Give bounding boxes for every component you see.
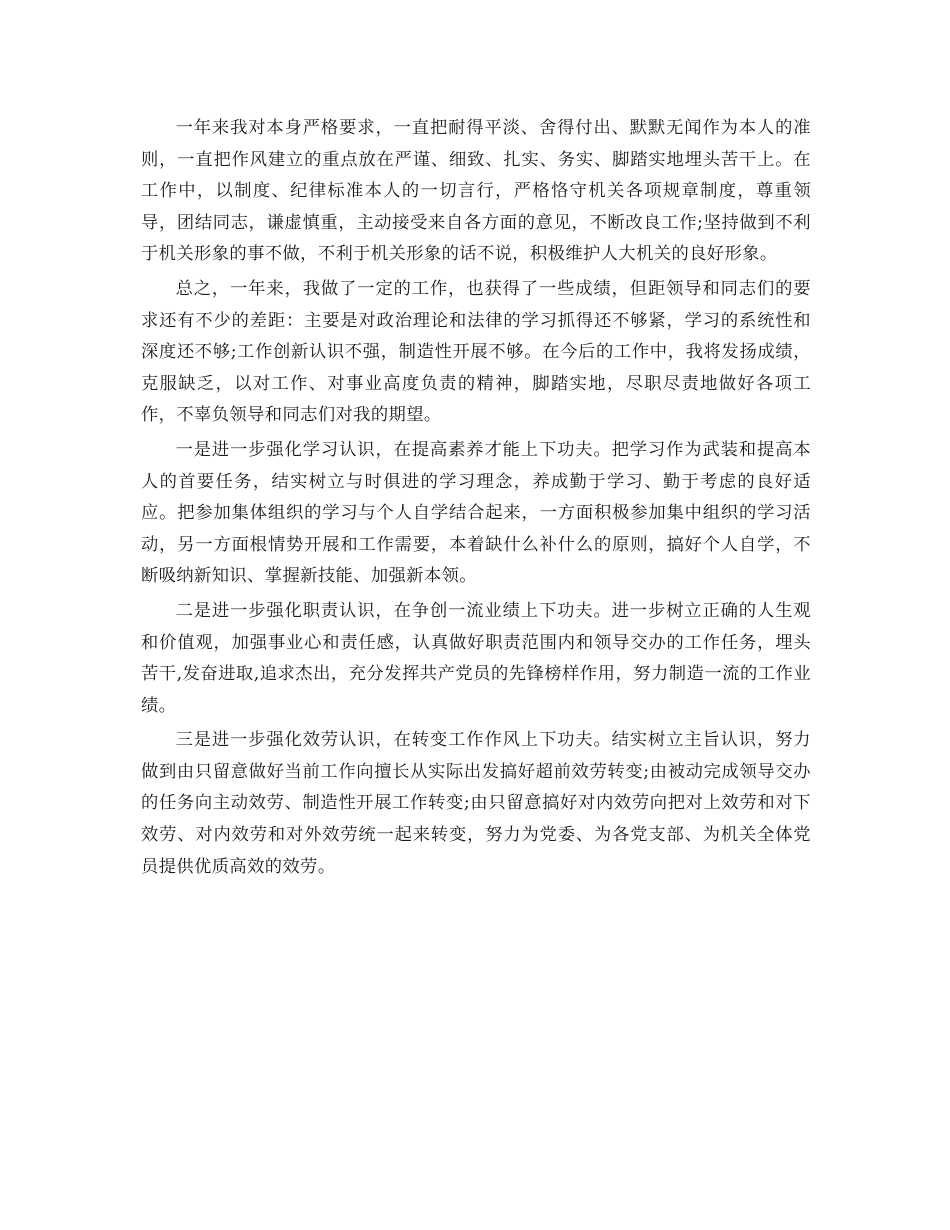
paragraph-self-discipline: 一年来我对本身严格要求，一直把耐得平淡、舍得付出、默默无闻作为本人的准则，一直把作风建立的重点放在严谨、细致、扎实、务实、脚踏实地埋头苦干上。在工作中，以制度、纪律标准本人的一切言行，严格恪守机关各项规章制度，尊重领导，团结同志，谦虚慎重，主动接受来自各方面的意见，不断改良工作;坚持做到不利于机关形象的事不做，不利于机关形象的话不说，积极维护人大机关的良好形象。: [141, 118, 811, 265]
paragraph-responsibility: 二是进一步强化职责认识，在争创一流业绩上下功夫。进一步树立正确的人生观和价值观，加强事业心和责任感，认真做好职责范围内和领导交办的工作任务，埋头苦干,发奋进取,追求杰出，充分发挥共产党员的先锋榜样作用，努力制造一流的工作业绩。: [141, 600, 811, 716]
paragraph-service: 三是进一步强化效劳认识，在转变工作作风上下功夫。结实树立主旨认识，努力做到由只留意做好当前工作向擅长从实际出发搞好超前效劳转变;由被动完成领导交办的任务向主动效劳、制造性开展工作转变;由只留意搞好对内效劳向把对上效劳和对下效劳、对内效劳和对外效劳统一起来转变，努力为党委、为各党支部、为机关全体党员提供优质高效的效劳。: [141, 730, 811, 877]
paragraph-summary: 总之，一年来，我做了一定的工作，也获得了一些成绩，但距领导和同志们的要求还有不少的差距：主要是对政治理论和法律的学习抓得还不够紧，学习的系统性和深度还不够;工作创新认识不强，制造性开展不够。在今后的工作中，我将发扬成绩，克服缺乏，以对工作、对事业高度负责的精神，脚踏实地，尽职尽责地做好各项工作，不辜负领导和同志们对我的期望。: [141, 278, 811, 426]
paragraph-learning: 一是进一步强化学习认识，在提高素养才能上下功夫。把学习作为武装和提高本人的首要任务，结实树立与时俱进的学习理念，养成勤于学习、勤于考虑的良好适应。把参加集体组织的学习与个人自学结合起来，一方面积极参加集中组织的学习活动，另一方面根情势开展和工作需要，本着缺什么补什么的原则，搞好个人自学，不断吸纳新知识、掌握新技能、加强新本领。: [141, 439, 811, 587]
document-body: [141, 113, 811, 886]
